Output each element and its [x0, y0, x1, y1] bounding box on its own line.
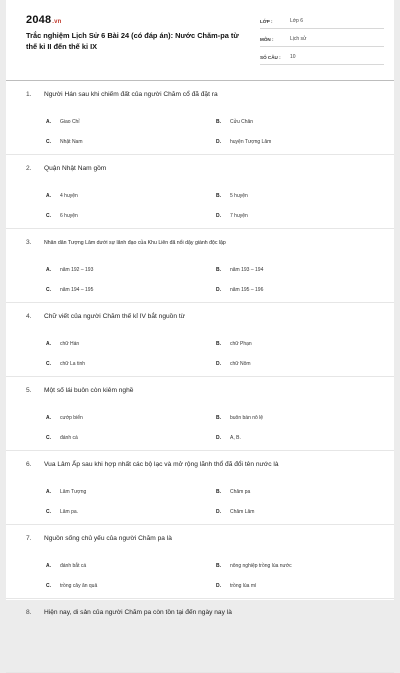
option-row [46, 408, 386, 428]
answer-option-d[interactable] [216, 139, 386, 145]
question-number: 6. [26, 461, 32, 468]
meta-value: 10 [290, 54, 296, 60]
option-row [46, 502, 386, 522]
option-text: chữ La tinh [60, 361, 86, 367]
option-text: năm 192 – 193 [60, 267, 94, 273]
question-text: Quận Nhật Nam gồm [44, 165, 107, 172]
option-row [46, 260, 386, 280]
option-letter: A. [46, 267, 51, 273]
answer-option-c[interactable] [46, 361, 216, 367]
option-letter: A. [46, 193, 51, 199]
option-letter: A. [46, 341, 51, 347]
option-letter: D. [216, 213, 221, 219]
option-text: Chăm Lâm [230, 509, 255, 515]
answer-option-c[interactable] [46, 509, 216, 515]
question-head [26, 387, 380, 394]
question-head [26, 313, 380, 320]
option-letter: C. [46, 509, 51, 515]
question-3 [26, 229, 394, 303]
answer-option-a[interactable] [46, 563, 216, 569]
answer-option-a[interactable] [46, 489, 216, 495]
answer-option-c[interactable] [46, 583, 216, 589]
question-head [26, 91, 380, 98]
quiz-header [6, 0, 394, 80]
option-letter: A. [46, 563, 51, 569]
option-letter: B. [216, 415, 221, 421]
question-head [26, 165, 380, 172]
answer-option-a[interactable] [46, 267, 216, 273]
option-row [46, 206, 386, 226]
option-text: năm 194 – 195 [60, 287, 94, 293]
answer-option-d[interactable] [216, 583, 386, 589]
option-text: Nhật Nam [60, 139, 83, 145]
question-8 [26, 599, 394, 673]
answer-options [46, 408, 386, 448]
question-head [26, 239, 380, 247]
option-row [46, 132, 386, 152]
answer-option-a[interactable] [46, 415, 216, 421]
question-text: Hiện nay, di sản của người Chăm pa còn tồn tại đến ngày nay là [44, 609, 232, 616]
option-letter: C. [46, 213, 51, 219]
option-row [46, 280, 386, 300]
question-text: Người Hán sau khi chiếm đất của người Chăm cổ đã đặt ra [44, 91, 218, 98]
option-text: Chăm pa [230, 489, 251, 495]
quiz-title: Trắc nghiệm Lịch Sử 6 Bài 24 (có đáp án): Nước Chăm-pa từ thế kỉ II đến thế kỉ IX [26, 31, 239, 51]
answer-option-b[interactable] [216, 341, 386, 347]
option-text: nông nghiệp trồng lúa nước [230, 563, 292, 569]
option-text: huyện Tượng Lâm [230, 139, 272, 145]
option-text: chữ Phạn [230, 341, 252, 347]
answer-option-d[interactable] [216, 435, 386, 441]
question-number: 2. [26, 165, 32, 172]
answer-option-b[interactable] [216, 119, 386, 125]
meta-row-class [260, 14, 384, 29]
option-text: 7 huyện [230, 213, 248, 219]
option-row [46, 482, 386, 502]
question-7 [26, 525, 394, 599]
answer-option-a[interactable] [46, 119, 216, 125]
option-text: chữ Nôm [230, 361, 251, 367]
option-text: năm 195 – 196 [230, 287, 264, 293]
answer-option-c[interactable] [46, 213, 216, 219]
answer-options [46, 556, 386, 596]
question-6 [26, 451, 394, 525]
option-letter: A. [46, 489, 51, 495]
answer-options [46, 186, 386, 226]
answer-option-a[interactable] [46, 193, 216, 199]
option-text: buôn bán nô lệ [230, 415, 264, 421]
answer-option-a[interactable] [46, 341, 216, 347]
option-text: 6 huyện [60, 213, 78, 219]
question-1 [26, 81, 394, 155]
option-letter: B. [216, 119, 221, 125]
site-logo[interactable] [26, 14, 62, 26]
option-text: Lâm Tượng [60, 489, 87, 495]
answer-options [46, 112, 386, 152]
option-letter: C. [46, 583, 51, 589]
question-text: Nguồn sống chủ yếu của người Chăm pa là [44, 535, 172, 542]
logo-sub-text: .vn [52, 19, 62, 25]
option-letter: A. [46, 119, 51, 125]
answer-option-d[interactable] [216, 509, 386, 515]
option-letter: D. [216, 361, 221, 367]
answer-option-b[interactable] [216, 563, 386, 569]
answer-options [46, 482, 386, 522]
question-head [26, 535, 380, 542]
meta-value: Lớp 6 [290, 18, 304, 24]
question-4 [26, 303, 394, 377]
option-letter: D. [216, 583, 221, 589]
option-letter: D. [216, 509, 221, 515]
question-number: 4. [26, 313, 32, 320]
option-letter: C. [46, 435, 51, 441]
question-text: Một số lái buôn còn kiêm nghề [44, 387, 134, 394]
option-text: Giao Chỉ [60, 119, 80, 125]
meta-value: Lịch sử [290, 36, 307, 42]
answer-option-c[interactable] [46, 435, 216, 441]
option-text: năm 193 – 194 [230, 267, 264, 273]
meta-row-count [260, 50, 384, 65]
option-letter: C. [46, 139, 51, 145]
option-letter: D. [216, 139, 221, 145]
option-letter: D. [216, 287, 221, 293]
question-text: Nhân dân Tượng Lâm dưới sự lãnh đạo của Khu Liên đã nổi dậy giành độc lập [44, 240, 226, 246]
quiz-meta [260, 14, 384, 68]
meta-label: MÔN : [260, 36, 274, 42]
answer-option-c[interactable] [46, 139, 216, 145]
option-row [46, 428, 386, 448]
option-letter: B. [216, 489, 221, 495]
answer-option-b[interactable] [216, 415, 386, 421]
meta-row-subject [260, 32, 384, 47]
option-row [46, 186, 386, 206]
question-number: 7. [26, 535, 32, 542]
answer-option-d[interactable] [216, 287, 386, 293]
option-text: 5 huyện [230, 193, 248, 199]
answer-option-b[interactable] [216, 267, 386, 273]
answer-option-c[interactable] [46, 287, 216, 293]
option-row [46, 576, 386, 596]
question-text: Chữ viết của người Chăm thế kỉ IV bắt nguồn từ [44, 313, 186, 320]
option-text: đánh bắt cá [60, 563, 87, 569]
question-number: 1. [26, 91, 32, 98]
option-text: Lâm pa. [60, 509, 79, 515]
answer-options [46, 334, 386, 374]
option-text: 4 huyện [60, 193, 78, 199]
answer-option-b[interactable] [216, 193, 386, 199]
question-text: Vua Lâm Ấp sau khi hợp nhất các bộ lạc và mở rộng lãnh thổ đã đổi tên nước là [44, 461, 279, 468]
option-letter: C. [46, 361, 51, 367]
answer-option-b[interactable] [216, 489, 386, 495]
question-5 [26, 377, 394, 451]
option-letter: A. [46, 415, 51, 421]
question-number: 8. [26, 609, 32, 616]
option-letter: B. [216, 341, 221, 347]
option-letter: D. [216, 435, 221, 441]
option-text: trồng lúa mì [230, 583, 257, 589]
option-text: cướp biển [60, 415, 83, 421]
answer-option-d[interactable] [216, 361, 386, 367]
option-row [46, 334, 386, 354]
meta-label: LỚP : [260, 18, 273, 24]
logo-main-text: 2048 [26, 14, 52, 26]
question-head [26, 461, 380, 468]
option-letter: C. [46, 287, 51, 293]
answer-options [46, 260, 386, 300]
option-text: A, B. [230, 435, 241, 441]
question-number: 3. [26, 239, 32, 246]
option-text: trồng cây ăn quả [60, 583, 98, 589]
option-row [46, 112, 386, 132]
option-letter: B. [216, 193, 221, 199]
question-2 [26, 155, 394, 229]
question-list [6, 81, 394, 673]
answer-option-d[interactable] [216, 213, 386, 219]
question-number: 5. [26, 387, 32, 394]
option-text: Cửu Chân [230, 119, 254, 125]
question-head [26, 609, 380, 616]
quiz-page [6, 0, 394, 616]
meta-label: SỐ CÂU : [260, 54, 281, 60]
option-text: đánh cá [60, 435, 78, 441]
option-row [46, 354, 386, 374]
option-letter: B. [216, 563, 221, 569]
option-row [46, 556, 386, 576]
option-letter: B. [216, 267, 221, 273]
option-text: chữ Hán [60, 341, 80, 347]
